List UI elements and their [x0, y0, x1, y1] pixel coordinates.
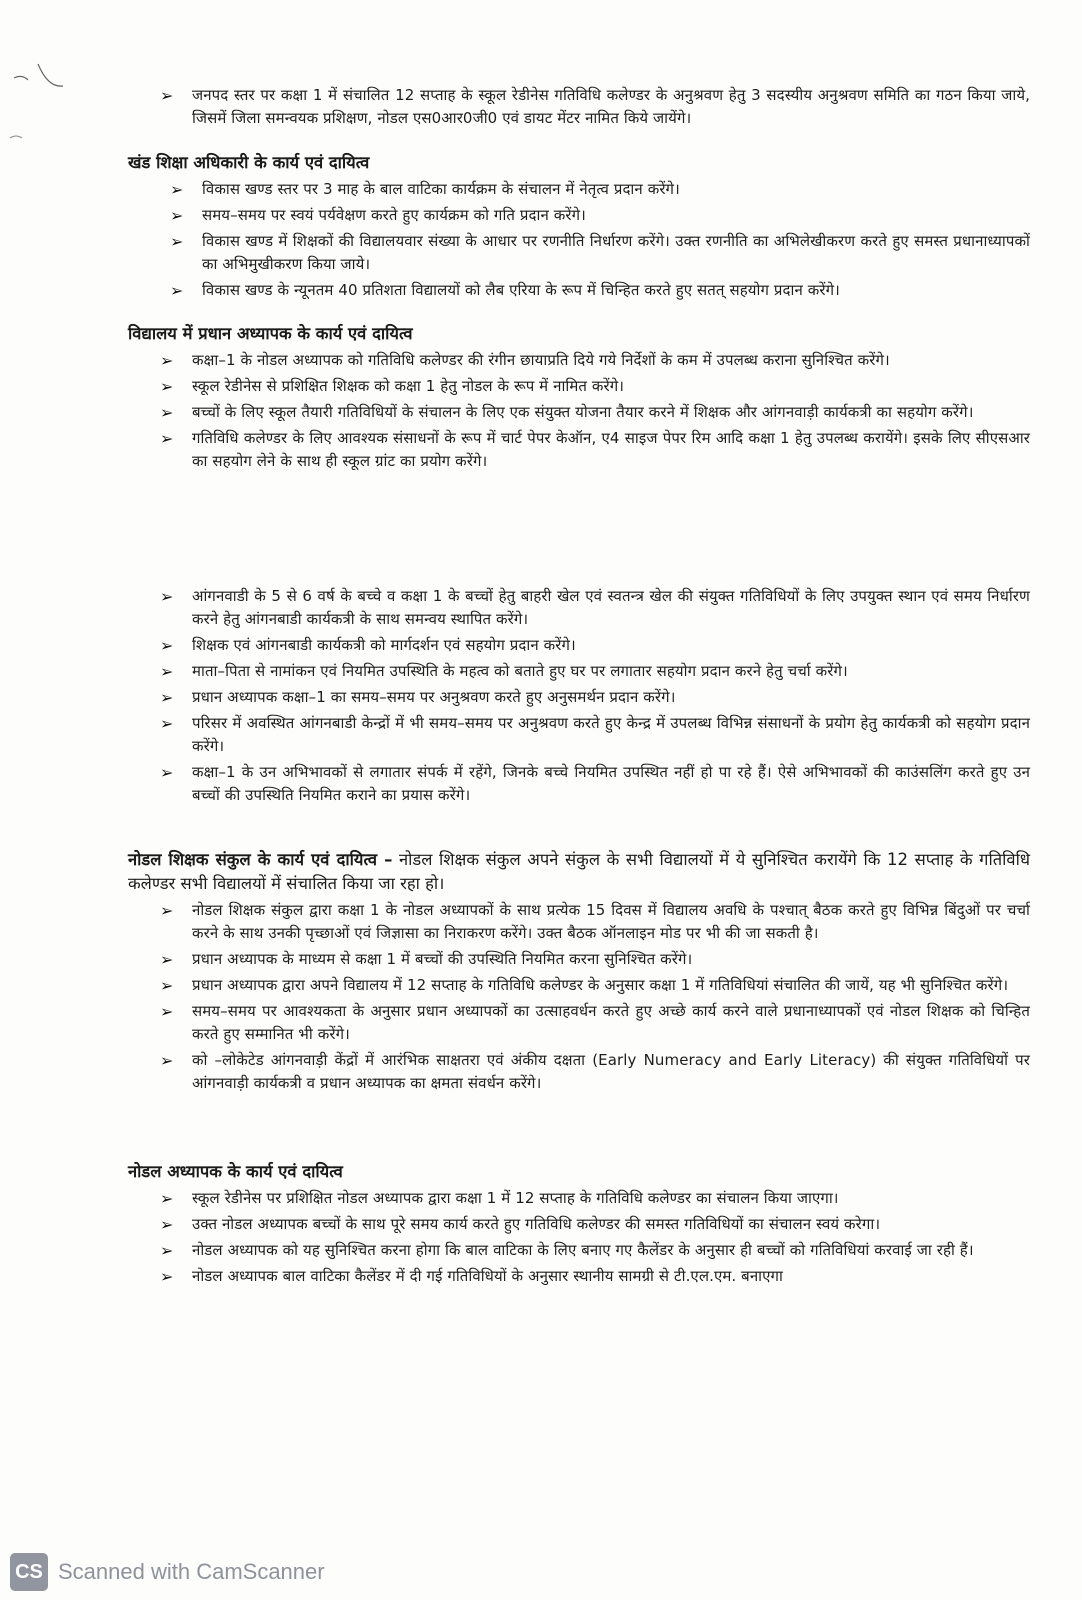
arrow-bullet-icon: ➢	[170, 232, 184, 251]
section-heading-title: नोडल शिक्षक संकुल के कार्य एवं दायित्व –	[128, 850, 393, 869]
list-item: ➢ परिसर में अवस्थित आंगनबाडी केन्द्रों में भी समय–समय पर अनुश्रवण करते हुए केन्द्र में उपलब्ध विभिन्न संसाधनों के प्रयोग हेतु कार्यकत्री को सहयोग प्रदान करेंगे।	[160, 714, 1030, 755]
list-item: ➢ स्कूल रेडीनेस से प्रशिक्षित शिक्षक को कक्षा 1 हेतु नोडल के रूप में नामित करेंगे।	[160, 377, 625, 396]
list-item: ➢ नोडल अध्यापक को यह सुनिश्चित करना होगा कि बाल वाटिका के लिए बनाए गए कैलेंडर के अनुसार ही बच्चों को गतिविधियां करवाई जा रही हैं।	[160, 1241, 974, 1260]
arrow-bullet-icon: ➢	[160, 901, 174, 920]
list-item: ➢ कक्षा–1 के उन अभिभावकों से लगातार संपर्क में रहेंगे, जिनके बच्चे नियमित उपस्थित नहीं हो पा रहे हैं। ऐसे अभिभावकों की काउंसलिंग करते हुए उन बच्चों की उपस्थिति नियमित कराने का प्रयास करेंगे।	[160, 763, 1030, 804]
list-item: ➢ बच्चों के लिए स्कूल तैयारी गतिविधियों के संचालन के लिए एक संयुक्त योजना तैयार करने में शिक्षक और आंगनवाड़ी कार्यकत्री का सहयोग करेंगे।	[160, 403, 974, 422]
arrow-bullet-icon: ➢	[160, 1002, 174, 1021]
section-heading: नोडल अध्यापक के कार्य एवं दायित्व	[128, 1162, 343, 1181]
list-item: ➢ को –लोकेटेड आंगनवाड़ी केंद्रों में आरंभिक साक्षतरा एवं अंकीय दक्षता (Early Numeracy and Early Literacy) की संयुक्त गतिविधियों पर आंगनवाड़ी कार्यकत्री व प्रधान अध्यापक का क्षमता संवर्धन करेंगे।	[160, 1051, 1030, 1092]
list-item: ➢ गतिविधि कलेण्डर के लिए आवश्यक संसाधनों के रूप में चार्ट पेपर केऑन, ए4 साइज पेपर रिम आदि कक्षा 1 हेतु उपलब्ध करायेंगे। इसके लिए सीएसआर का सहयोग लेने के साथ ही स्कूल ग्रांट का प्रयोग करेंगे।	[160, 429, 1030, 470]
section-nodal-teacher-duties	[128, 1160, 1030, 1291]
arrow-bullet-icon: ➢	[170, 180, 184, 199]
section-headmaster-duties-continued	[160, 585, 1030, 810]
section-heading: विद्यालय में प्रधान अध्यापक के कार्य एवं दायित्व	[128, 324, 413, 343]
arrow-bullet-icon: ➢	[160, 636, 174, 655]
arrow-bullet-icon: ➢	[160, 351, 174, 370]
section-heading: खंड शिक्षा अधिकारी के कार्य एवं दायित्व	[128, 153, 370, 172]
list-item: ➢ समय–समय पर आवश्यकता के अनुसार प्रधान अध्यापकों का उत्साहवर्धन करते हुए अच्छे कार्य करने वाले प्रधानाध्यापकों एवं नोडल शिक्षक को चिन्हित करते हुए सम्मानित भी करेंगे।	[160, 1002, 1030, 1043]
arrow-bullet-icon: ➢	[160, 976, 174, 995]
bullet-list	[160, 1187, 1030, 1288]
section-heading-description: नोडल शिक्षक संकुल अपने संकुल के सभी विद्यालयों में ये सुनिश्चित करायेंगे कि 12 सप्ताह के गतिविधि कलेण्डर सभी विद्यालयों में संचालित किया जा रहा हो।	[128, 850, 1031, 893]
arrow-bullet-icon: ➢	[170, 281, 184, 300]
arrow-bullet-icon: ➢	[160, 662, 174, 681]
camscanner-logo-icon: CS	[10, 1553, 48, 1591]
list-item: ➢ माता–पिता से नामांकन एवं नियमित उपस्थिति के महत्व को बताते हुए घर पर लगातार सहयोग प्रदान करने हेतु चर्चा करेंगे।	[160, 662, 848, 681]
arrow-bullet-icon: ➢	[160, 763, 174, 782]
arrow-bullet-icon: ➢	[160, 429, 174, 448]
list-item: ➢ प्रधान अध्यापक द्वारा अपने विद्यालय में 12 सप्ताह के गतिविधि कलेण्डर के अनुसार कक्षा 1 में गतिविधियां संचालित की जायें, यह भी सुनिश्चित करेंगे।	[160, 976, 1009, 995]
list-item: ➢ विकास खण्ड स्तर पर 3 माह के बाल वाटिका कार्यक्रम के संचालन में नेतृत्व प्रदान करेंगे।	[170, 180, 680, 199]
list-item: ➢ विकास खण्ड के न्यूनतम 40 प्रतिशता विद्यालयों को लैब एरिया के रूप में चिन्हित करते हुए सतत् सहयोग प्रदान करेंगे।	[170, 281, 840, 300]
camscanner-text: Scanned with CamScanner	[58, 1559, 325, 1584]
arrow-bullet-icon: ➢	[170, 206, 184, 225]
section-beo-duties	[128, 151, 1030, 305]
bullet-list	[160, 349, 1030, 473]
list-item: ➢ नोडल अध्यापक बाल वाटिका कैलेंडर में दी गई गतिविधियों के अनुसार स्थानीय सामग्री से टी.एल.एम. बनाएगा	[160, 1267, 783, 1286]
list-item: ➢ नोडल शिक्षक संकुल द्वारा कक्षा 1 के नोडल अध्यापकों के साथ प्रत्येक 15 दिवस में विद्यालय अवधि के पश्चात् बैठक करते हुए विभिन्न बिंदुओं पर चर्चा करने के साथ उनकी पृच्छाओं एवं जिज्ञासा का निराकरण करेंगे। उक्त बैठक ऑनलाइन मोड पर भी की जा सकती है।	[160, 901, 1030, 942]
arrow-bullet-icon: ➢	[160, 1241, 174, 1260]
arrow-bullet-icon: ➢	[160, 714, 174, 733]
arrow-bullet-icon: ➢	[160, 950, 174, 969]
arrow-bullet-icon: ➢	[160, 86, 174, 105]
list-item: ➢ विकास खण्ड में शिक्षकों की विद्यालयवार संख्या के आधार पर रणनीति निर्धारण करेंगे। उक्त रणनीति का अभिलेखीकरण करते हुए समस्त प्रधानाध्यापकों का अभिमुखीकरण किया जाये।	[170, 232, 1030, 273]
section-headmaster-duties	[128, 322, 1030, 476]
arrow-bullet-icon: ➢	[160, 377, 174, 396]
bullet-list	[160, 585, 1030, 807]
bullet-list	[170, 178, 1030, 302]
list-item: ➢ उक्त नोडल अध्यापक बच्चों के साथ पूरे समय कार्य करते हुए गतिविधि कलेण्डर की समस्त गतिविधियों का संचालन स्वयं करेगा।	[160, 1215, 881, 1234]
pen-scribble-mark	[8, 58, 68, 152]
camscanner-watermark	[10, 1553, 325, 1591]
section-district-monitoring	[160, 84, 1030, 133]
list-item: ➢ प्रधान अध्यापक कक्षा–1 का समय–समय पर अनुश्रवण करते हुए अनुसमर्थन प्रदान करेंगे।	[160, 688, 676, 707]
bullet-list	[160, 899, 1030, 1095]
list-item: ➢ जनपद स्तर पर कक्षा 1 में संचालित 12 सप्ताह के स्कूल रेडीनेस गतिविधि कलेण्डर के अनुश्रवण हेतु 3 सदस्यीय अनुश्रवण समिति का गठन किया जाये, जिसमें जिला समन्वयक प्रशिक्षण, नोडल एस0आर0जी0 एवं डायट मेंटर नामित किये जायेंगे।	[160, 86, 1030, 127]
bullet-list	[160, 84, 1030, 130]
arrow-bullet-icon: ➢	[160, 1215, 174, 1234]
arrow-bullet-icon: ➢	[160, 1189, 174, 1208]
list-item: ➢ स्कूल रेडीनेस पर प्रशिक्षित नोडल अध्यापक द्वारा कक्षा 1 में 12 सप्ताह के गतिविधि कलेण्डर का संचालन किया जाएगा।	[160, 1189, 839, 1208]
list-item: ➢ समय–समय पर स्वयं पर्यवेक्षण करते हुए कार्यक्रम को गति प्रदान करेंगे।	[170, 206, 586, 225]
arrow-bullet-icon: ➢	[160, 688, 174, 707]
list-item: ➢ प्रधान अध्यापक के माध्यम से कक्षा 1 में बच्चों की उपस्थिति नियमित करना सुनिश्चित करेंगे।	[160, 950, 693, 969]
arrow-bullet-icon: ➢	[160, 587, 174, 606]
list-item: ➢ शिक्षक एवं आंगनबाडी कार्यकत्री को मार्गदर्शन एवं सहयोग प्रदान करेंगे।	[160, 636, 576, 655]
list-item: ➢ कक्षा–1 के नोडल अध्यापक को गतिविधि कलेण्डर की रंगीन छायाप्रति दिये गये निर्देशों के कम में उपलब्ध कराना सुनिश्चित करेंगे।	[160, 351, 890, 370]
arrow-bullet-icon: ➢	[160, 1051, 174, 1070]
arrow-bullet-icon: ➢	[160, 403, 174, 422]
arrow-bullet-icon: ➢	[160, 1267, 174, 1286]
list-item: ➢ आंगनवाडी के 5 से 6 वर्ष के बच्चे व कक्षा 1 के बच्चों हेतु बाहरी खेल एवं स्वतन्त्र खेल की संयुक्त गतिविधियों के लिए उपयुक्त स्थान एवं समय निर्धारण करने हेतु आंगनबाडी कार्यकत्री के साथ समन्वय स्थापित करेंगे।	[160, 587, 1030, 628]
section-heading	[128, 848, 1030, 896]
section-nodal-cluster-duties	[128, 848, 1030, 1098]
